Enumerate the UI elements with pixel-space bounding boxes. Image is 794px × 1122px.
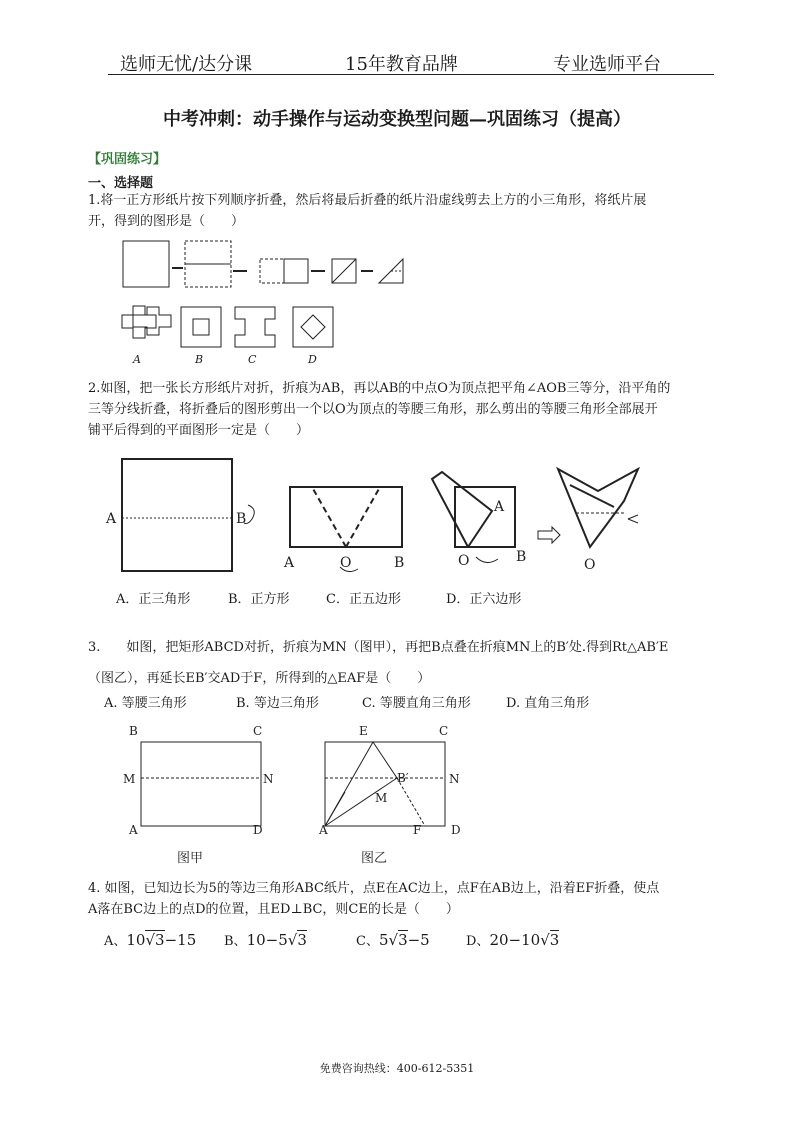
q1-text-2: 开，得到的图形是（ ） <box>88 214 245 229</box>
q3-fig2-label-m: M <box>375 791 388 805</box>
q2-fig3-label-b: B <box>516 549 527 565</box>
q3-option-a: A. 等腰三角形 <box>104 696 187 711</box>
q2-text-3: 铺平后得到的平面图形一定是（ ） <box>88 423 310 438</box>
q3-text-1: 3. 如图，把矩形ABCD对折，折痕为MN（图甲），再把B点叠在折痕MN上的B′处.得到Rt△AB′E <box>88 640 669 655</box>
q2-option-c: C．正五边形 <box>326 592 401 607</box>
q2-fig1-label-a: A <box>106 511 117 527</box>
q3-fig2-label-n: N <box>449 772 460 786</box>
q4-option-c: C、5√3−5 <box>356 931 430 949</box>
q2-text-2: 三等分线折叠，将折叠后的图形剪出一个以O为顶点的等腰三角形，那么剪出的等腰三角形全部展开 <box>88 402 658 417</box>
q2-fig3-label-o: O <box>458 553 470 569</box>
q3-fig1-label-d: D <box>253 823 263 837</box>
q1-option-a-shape <box>122 306 156 338</box>
q3-option-d: D. 直角三角形 <box>506 696 590 711</box>
q3-fig1-caption: 图甲 <box>177 851 204 866</box>
q2-fig2-label-a: A <box>284 555 295 571</box>
q1-option-d-shape <box>293 307 333 347</box>
q3-fig2-label-e: E <box>359 724 368 738</box>
header-rule <box>108 74 714 75</box>
q1-square <box>123 241 169 287</box>
q3-fig1-label-a: A <box>129 823 138 837</box>
subsection-heading: 一、选择题 <box>88 176 154 191</box>
q3-fig2-label-b: B′ <box>397 771 409 785</box>
q2-text-1: 2.如图，把一张长方形纸片对折，折痕为AB，再以AB的中点O为顶点把平角∠AOB三等分，沿平角的 <box>88 381 671 396</box>
q2-figure <box>100 445 660 580</box>
page-title: 中考冲刺：动手操作与运动变换型问题—巩固练习（提高） <box>163 109 631 130</box>
q3-option-c: C. 等腰直角三角形 <box>362 696 471 711</box>
header-left: 选师无忧/达分课 <box>120 54 253 75</box>
q1-option-b-shape <box>181 307 221 347</box>
q1-option-c-shape <box>235 307 275 347</box>
footer-hotline: 免费咨询热线：400-612-5351 <box>319 1062 475 1075</box>
q3-fig1-label-c: C <box>253 724 263 738</box>
header-center: 15年教育品牌 <box>345 54 458 75</box>
q2-fig1-label-b: B <box>236 511 247 527</box>
q4-text-2: A落在BC边上的点D的位置，且ED⊥BC，则CE的长是（ ） <box>88 902 459 917</box>
q3-fig2-label-a: A <box>319 823 328 837</box>
q3-fig2-label-d: D <box>451 823 461 837</box>
q3-fig1-label-m: M <box>123 772 136 786</box>
q3-text-2: （图乙），再延长EB′交AD于F，所得到的△EAF是（ ） <box>88 671 431 686</box>
section-label: 【巩固练习】 <box>88 152 167 167</box>
q2-option-a: A．正三角形 <box>116 592 191 607</box>
q4-option-d: D、20−10√3 <box>466 931 560 949</box>
q1-text-1: 1.将一正方形纸片按下列顺序折叠，然后将最后折叠的纸片沿虚线剪去上方的小三角形，将纸片展 <box>88 193 647 208</box>
q1-label-c: C <box>248 353 257 366</box>
q2-option-b: B．正方形 <box>228 592 290 607</box>
q3-option-b: B. 等边三角形 <box>236 696 319 711</box>
q3-fig1-label-b: B <box>129 724 138 738</box>
header-right: 专业选师平台 <box>553 54 661 75</box>
q4-option-a: A、10√3−15 <box>104 931 197 949</box>
q3-fig2-caption: 图乙 <box>361 851 388 866</box>
q3-fig2-label-c: C <box>439 724 449 738</box>
q4-option-b: B、10−5√3 <box>224 931 307 949</box>
q4-text-1: 4. 如图，已知边长为5的等边三角形ABC纸片，点E在AC边上，点F在AB边上，沿着EF折叠，使点 <box>88 881 660 896</box>
q2-fig2-label-b: B <box>394 555 405 571</box>
q3-fig2-label-f: F <box>413 823 422 837</box>
q2-option-d: D．正六边形 <box>446 592 522 607</box>
q3-fig1-label-n: N <box>263 772 274 786</box>
q3-figure <box>115 720 475 870</box>
q1-options-figure <box>115 305 365 370</box>
q2-fig4-label-o: O <box>584 557 596 573</box>
q1-label-d: D <box>308 353 317 366</box>
q2-fig3-label-a: A <box>494 499 505 515</box>
q1-label-a: A <box>133 353 141 366</box>
q1-label-b: B <box>195 353 204 366</box>
q2-fig2-label-o: O <box>340 555 352 571</box>
